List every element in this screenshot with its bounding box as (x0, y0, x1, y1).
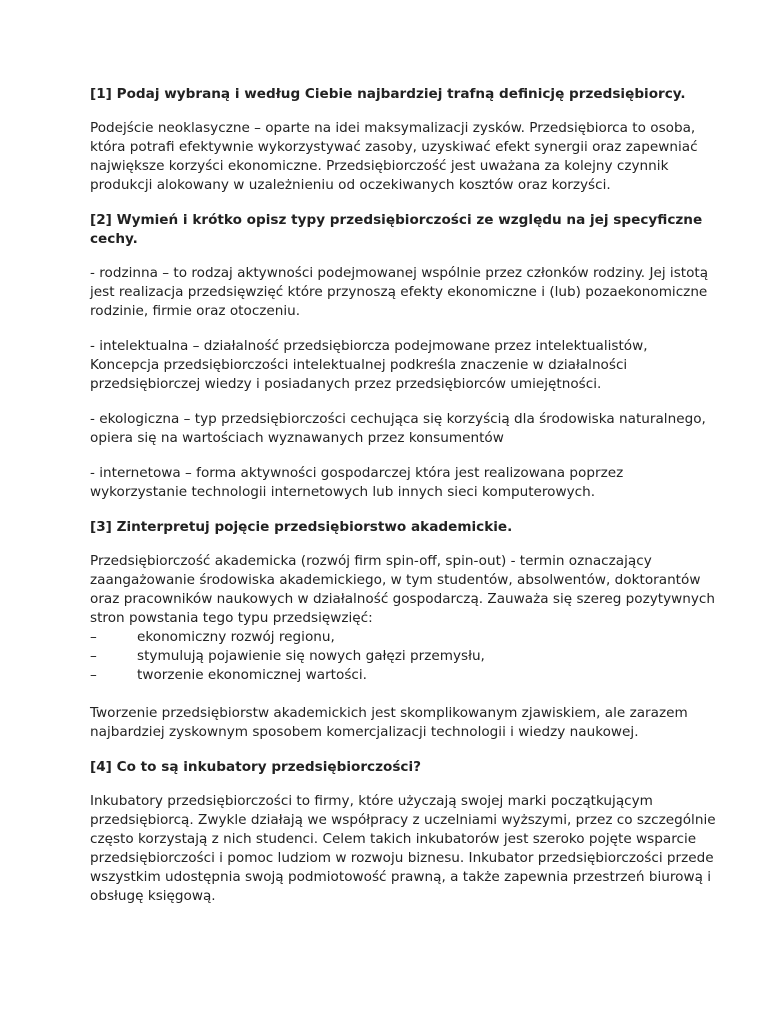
answer-3-intro: Przedsiębiorczość akademicka (rozwój firm spin-off, spin-out) - termin oznaczający zaangażowanie środowiska akademickiego, w tym studentów, absolwentów, doktorantów oraz pracowników naukowych w działalność gospodarczą. Zauważa się szereg pozytywnych stron powstania tego typu przedsięwzięć: (90, 553, 716, 626)
answer-2-family-type: - rodzinna – to rodzaj aktywności podejmowanej wspólnie przez członków rodziny. Jej istotą jest realizacja przedsięwzięć które przynoszą efekty ekonomiczne i (lub) pozaekonomiczne rodzinie, firmie oraz otoczeniu. (90, 265, 709, 319)
question-1-heading: [1] Podaj wybraną i według Ciebie najbardziej trafną definicję przedsiębiorcy. (90, 86, 686, 102)
list-dash: – (90, 629, 97, 645)
question-3-heading: [3] Zinterpretuj pojęcie przedsiębiorstwo akademickie. (90, 519, 513, 535)
answer-3-outro: Tworzenie przedsiębiorstw akademickich jest skomplikowanym zjawiskiem, ale zarazem najbardziej zyskownym sposobem komercjalizacji technologii i wiedzy naukowej. (90, 705, 688, 740)
answer-2-internet-type: - internetowa – forma aktywności gospodarczej która jest realizowana poprzez wykorzystanie technologii internetowych lub innych sieci komputerowych. (90, 465, 624, 500)
list-item (90, 666, 718, 685)
answer-2-ecological-type: - ekologiczna – typ przedsiębiorczości cechująca się korzyścią dla środowiska naturalnego, opiera się na wartościach wyznawanych przez konsumentów (90, 411, 706, 446)
list-item-text: ekonomiczny rozwój regionu, (137, 629, 335, 645)
benefits-list (90, 628, 718, 685)
list-item (90, 647, 718, 666)
answer-4-paragraph: Inkubatory przedsiębiorczości to firmy, które użyczają swojej marki początkującym przedsiębiorcą. Zwykle działają we współpracy z uczelniami wyższymi, przez co szczególnie często korzystają z nich studenci. Celem takich inkubatorów jest szeroko pojęte wsparcie przedsiębiorczości i pomoc ludziom w rozwoju biznesu. Inkubator przedsiębiorczości przede wszystkim udostępnia swoją podmiotowość prawną, a także zapewnia przestrzeń biurową i obsługę księgową. (90, 793, 716, 904)
list-item-text: stymulują pojawienie się nowych gałęzi przemysłu, (137, 648, 485, 664)
list-dash: – (90, 667, 97, 683)
list-dash: – (90, 648, 97, 664)
answer-2-intellectual-type: - intelektualna – działalność przedsiębiorcza podejmowane przez intelektualistów, Koncepcja przedsiębiorczości intelektualnej podkreśla znaczenie w działalności przedsiębiorczej wiedzy i posiadanych przez przedsiębiorców umiejętności. (90, 338, 648, 392)
answer-1-paragraph: Podejście neoklasyczne – oparte na idei maksymalizacji zysków. Przedsiębiorca to osoba, która potrafi efektywnie wykorzystywać zasoby, uzyskiwać efekt synergii oraz zapewniać największe korzyści ekonomiczne. Przedsiębiorczość jest uważana za kolejny czynnik produkcji alokowany w uzależnieniu od oczekiwanych kosztów oraz korzyści. (90, 120, 698, 193)
list-item-text: tworzenie ekonomicznej wartości. (137, 667, 367, 683)
question-4-heading: [4] Co to są inkubatory przedsiębiorczości? (90, 759, 422, 775)
list-item (90, 628, 718, 647)
question-2-heading: [2] Wymień i krótko opisz typy przedsiębiorczości ze względu na jej specyficzne cechy. (90, 212, 703, 247)
